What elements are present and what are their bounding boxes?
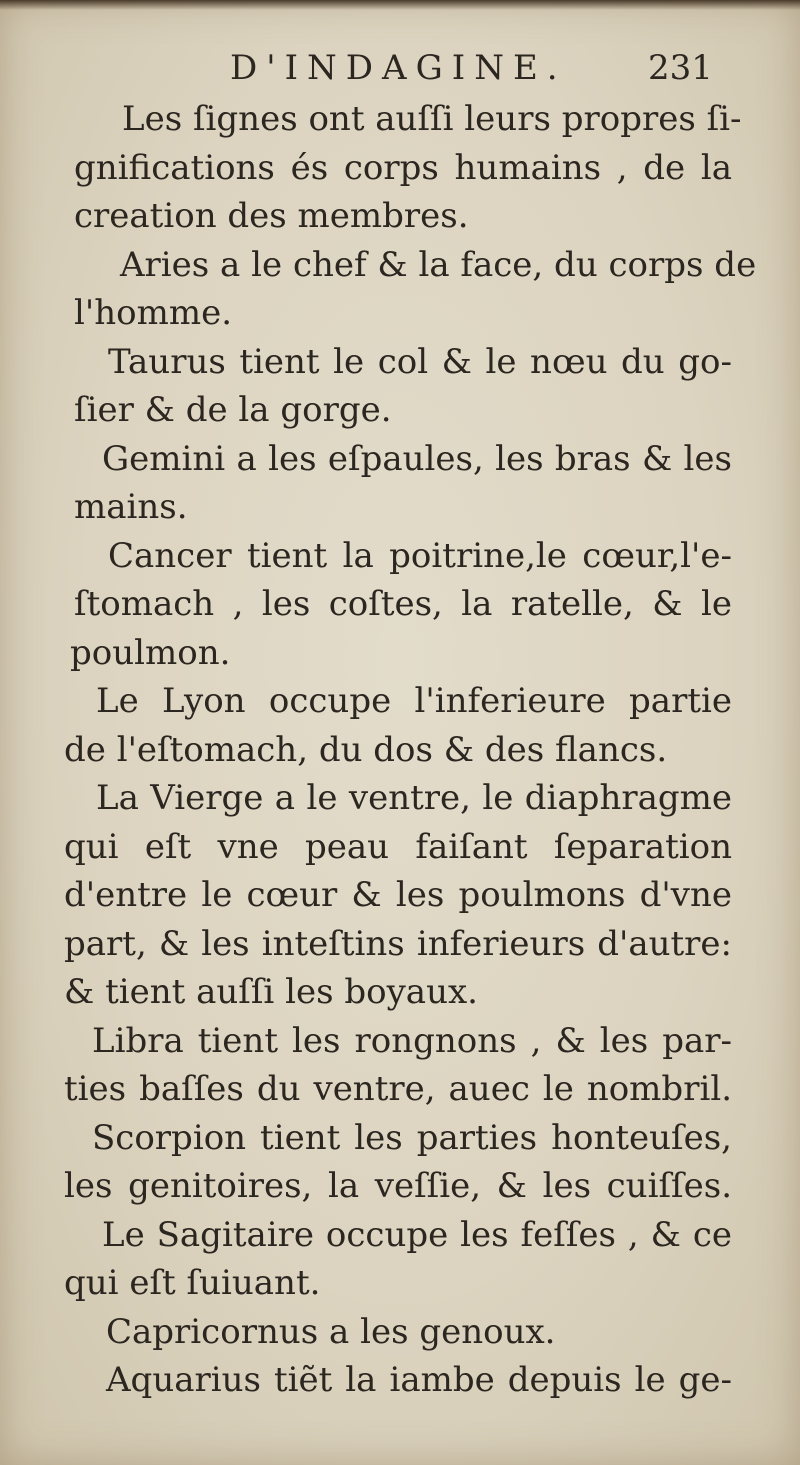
text-line: Le Lyon occupe l'inferieure partie (96, 681, 732, 721)
text-line: Gemini a les eſpaules, les bras & les (102, 438, 732, 479)
text-line: Cancer tient la poitrine,le cœur,l'e- (108, 535, 732, 576)
text-line: de l'eſtomach, du dos & des flancs. (64, 729, 668, 770)
text-line: Libra tient les rongnons , & les par- (92, 1020, 732, 1061)
text-line: Aquarius tiẽt la iambe depuis le ge- (106, 1360, 732, 1400)
text-line: part, & les inteſtins inferieurs d'autre: (64, 923, 732, 964)
page-number: 231 (648, 48, 713, 88)
text-line: Scorpion tient les parties honteuſes, (92, 1117, 732, 1158)
text-line: Les ſignes ont auſſi leurs propres ſi- (122, 99, 742, 139)
text-line: Le Sagitaire occupe les feſſes , & ce (102, 1214, 732, 1255)
text-line: gnifications és corps humains , de la (74, 147, 732, 188)
text-line: ties baſſes du ventre, auec le nombril. (64, 1069, 732, 1109)
text-line: mains. (74, 487, 188, 527)
text-line: l'homme. (74, 293, 232, 333)
body-text (62, 95, 757, 1405)
text-line: les genitoires, la veſſie, & les cuiſſes. (64, 1166, 732, 1206)
running-head (0, 48, 800, 98)
text-line: poulmon. (70, 632, 231, 673)
text-line: ſier & de la gorge. (74, 390, 392, 430)
page-top-edge (0, 0, 800, 10)
text-line: qui eſt vne peau faiſant ſeparation (64, 826, 732, 867)
text-line: La Vierge a le ventre, le diaphragme (96, 778, 732, 818)
text-line: Aries a le chef & la face, du corps de (120, 244, 757, 285)
text-line: Taurus tient le col & le nœu du go- (108, 341, 732, 382)
running-title: D'INDAGINE. (230, 48, 567, 88)
text-line: qui eſt ſuiuant. (64, 1263, 321, 1303)
text-line: creation des membres. (74, 196, 469, 236)
text-line: & tient auſſi les boyaux. (64, 972, 478, 1012)
text-line: ſtomach , les coſtes, la ratelle, & le (74, 584, 732, 624)
text-line: Capricornus a les genoux. (106, 1311, 556, 1352)
text-line: d'entre le cœur & les poulmons d'vne (64, 875, 732, 915)
